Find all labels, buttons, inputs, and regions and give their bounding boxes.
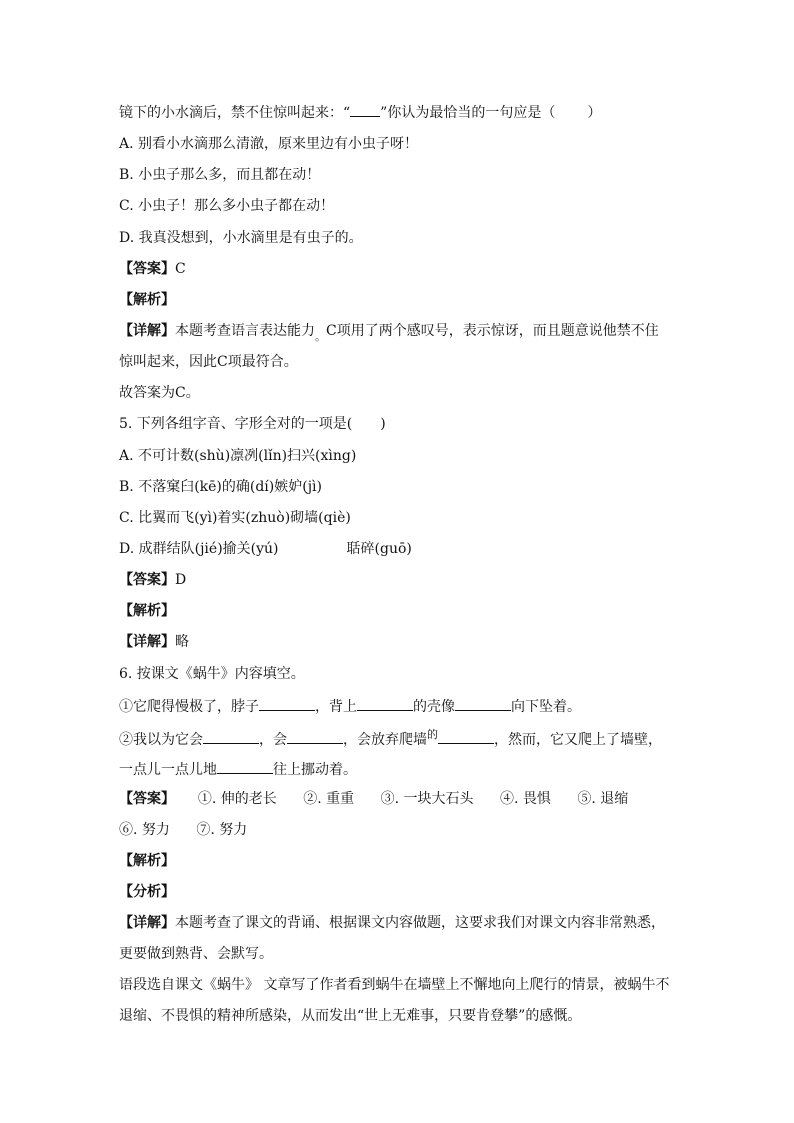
fill-blank [357,696,413,711]
q5-answer [119,570,186,590]
q4-detail-cont: 惊叫起来，因此C项最符合。 [119,354,298,370]
q5-stem-text-a: 5. 下列各组字音、字形全对的一项是( [119,416,353,432]
q6-answer-2: ②. 重重 [303,791,355,807]
q4-option-d: D. 我真没想到，小水滴里是有虫子的。 [119,230,363,246]
q6-line1-text-a: ①它爬得慢极了，脖子 [119,699,259,715]
q6-answer-row-2 [119,820,247,840]
q6-line1-text-d: 向下坠着。 [511,699,581,715]
answer-value: C [175,261,186,277]
q6-answer-3: ③. 一块大石头 [380,791,474,807]
q4-stem-text-c: ） [587,105,602,121]
q5-option-d-text-a: D. 成群结队(jié)揄关(yú) [119,541,279,557]
q4-stem [119,102,601,123]
q6-fill-line-3 [119,759,357,780]
detail-label: 【详解】 [119,323,175,339]
q6-line1-text-c: 的壳像 [413,699,455,715]
detail-label: 【详解】 [119,634,175,650]
q6-paragraph-2: 退缩、不畏惧的精神所感染，从而发出“世上无难事，只要肯登攀”的感慨。 [119,1008,582,1024]
q6-fill-line-2 [119,729,662,751]
q6-answer-6: ⑥. 努力 [119,822,170,838]
q4-option-a: A. 别看小水滴那么清澈，原来里边有小虫子呀！ [119,136,419,152]
q6-line3-text-a: 一点儿一点儿地 [119,762,217,778]
q4-option-c: C. 小虫子！那么多小虫子都在动！ [119,198,335,214]
q4-stem-text-a: 镜下的小水滴后，禁不住惊叫起来：“ [119,105,351,121]
q4-detail-text-b: C项用了两个感叹号，表示惊讶，而且题意说他禁不住 [326,323,659,339]
q5-stem [119,414,386,434]
fill-blank [259,696,315,711]
q4-detail-text-a: 本题考查语言表达能力 [175,323,315,339]
q6-detail-text-a: 本题考查了课文的背诵、根据课文内容做题，这要求我们对课文内容非常熟悉， [175,915,665,931]
answer-value: D [175,572,187,588]
q6-detail [119,913,665,933]
q6-line2-superscript: 的 [427,728,438,741]
q4-answer [119,259,186,279]
answer-label: 【答案】 [119,261,175,277]
q5-option-d-text-b: 聒碎(guō) [346,541,412,557]
q6-line2-text-a: ②我以为它会 [119,732,203,748]
q4-analysis-label: 【解析】 [119,292,175,308]
q5-detail-text: 略 [175,634,189,650]
detail-label: 【详解】 [119,915,175,931]
q4-detail [119,321,659,342]
q6-answer-7: ⑦. 努力 [196,822,248,838]
q4-conclusion: 故答案为C。 [119,385,200,401]
answer-label: 【答案】 [119,572,175,588]
q6-line2-text-d: ，然而，它又爬上了墙壁， [494,732,662,748]
q5-option-c: C. 比翼而飞(yì)着实(zhuò)砌墙(qiè) [119,510,351,526]
q6-line2-text-c: ，会放弃爬墙 [343,732,427,748]
q5-option-a: A. 不可计数(shù)凛冽(lǐn)扫兴(xìng) [119,448,357,464]
q6-line3-text-b: 往上挪动着。 [273,762,357,778]
fill-blank [287,729,343,744]
q5-stem-text-b: ) [380,416,386,432]
q4-stem-blank [350,102,380,117]
q6-fill-line-1 [119,696,581,717]
q5-option-d [119,539,412,559]
q6-line2-text-b: ，会 [259,732,287,748]
q4-option-b: B. 小虫子那么多，而且都在动！ [119,167,321,183]
q5-detail [119,632,189,652]
q4-detail-dot: 。 [315,330,326,343]
q6-analyze-label: 【分析】 [119,884,175,900]
q6-answer-5: ⑤. 退缩 [577,791,629,807]
q6-line1-text-b: ，背上 [315,699,357,715]
q6-answer-row-1 [119,789,628,809]
fill-blank [217,759,273,774]
q6-answer-4: ④. 畏惧 [499,791,551,807]
q6-detail-cont: 更要做到熟背、会默写。 [119,946,273,962]
q5-option-b: B. 不落窠臼(kē)的确(dí)嫉妒(jì) [119,479,322,495]
q6-analysis-label: 【解析】 [119,853,175,869]
fill-blank [438,729,494,744]
q6-answer-1: ①. 伸的老长 [197,791,277,807]
fill-blank [203,729,259,744]
q6-stem: 6. 按课文《蜗牛》内容填空。 [119,666,305,682]
answer-label: 【答案】 [119,791,175,807]
q6-paragraph-1: 语段选自课文《蜗牛》 文章写了作者看到蜗牛在墙壁上不懈地向上爬行的情景，被蜗牛不 [119,977,670,993]
q5-analysis-label: 【解析】 [119,603,175,619]
q4-stem-text-b: ”你认为最恰当的一句应是（ [380,105,556,121]
fill-blank [455,696,511,711]
